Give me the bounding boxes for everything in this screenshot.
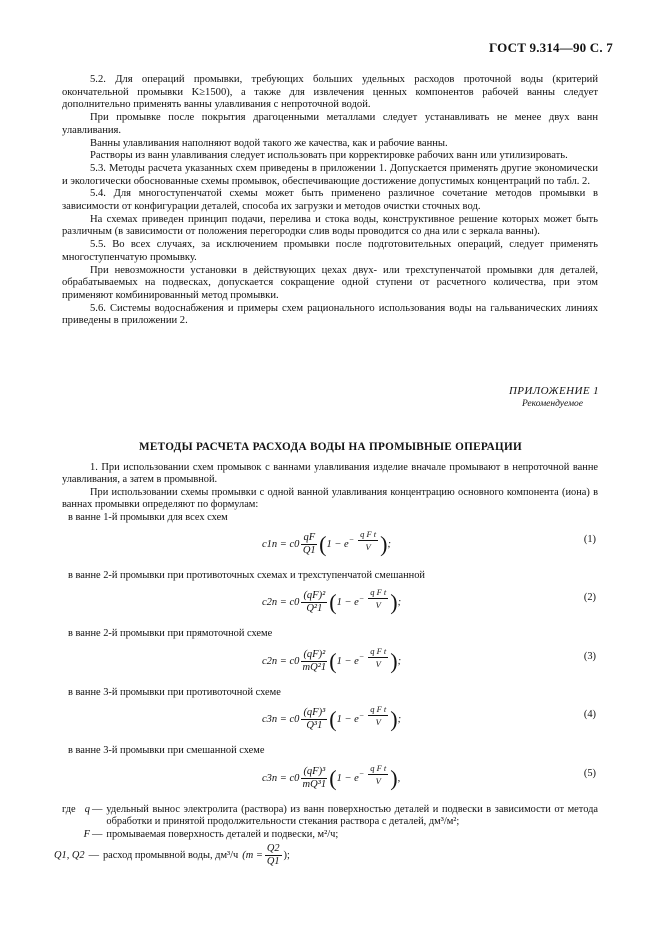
paragraph: При невозможности установки в действующих цехах двух- или трехступенчатой промывки для деталей, обрабатываемых на подвесках, допускается сокращение одной ступени от расчетного количества, при этом применяют комбинированный метод промывки. (62, 264, 598, 301)
exp-minus: − (358, 710, 365, 720)
definition-dash: — (92, 803, 103, 815)
definition-dash: — (88, 849, 99, 861)
formula-coefficient: c0 (289, 597, 300, 609)
fraction-denominator: Q1 (302, 544, 316, 556)
exponent-numerator: q F t (360, 529, 377, 540)
formula-tail: , (397, 772, 401, 784)
exp-minus: − (358, 769, 365, 778)
definition-dash: — (92, 828, 103, 840)
exponent-denominator: V (375, 658, 381, 669)
paren-open: ( (329, 706, 337, 732)
exponent-numerator: q F t (370, 587, 387, 598)
exp-minus: − (358, 593, 365, 603)
definition-q1-q2 (54, 843, 598, 868)
definition-symbol: Q1, Q2 (54, 849, 85, 861)
exponent-denominator: V (365, 542, 371, 553)
formula-tail: ; (397, 714, 402, 726)
formula-lead: в ванне 1-й промывки для всех схем (68, 511, 228, 523)
formula-coefficient: c0 (289, 772, 300, 784)
definition-text: удельный вынос электролита (раствора) из ванн поверхностью деталей и подвески в зависимости от метода обработки и принятой продолжительности стекания раствора с деталей, дм³/м²; (106, 803, 598, 828)
fraction-numerator: (qF)³ (303, 765, 326, 777)
formula (62, 528, 598, 564)
exponent-fraction (368, 645, 388, 670)
bracket-term: 1 − e (326, 538, 349, 550)
paragraph: 5.2. Для операций промывки, требующих больших удельных расходов проточной воды (критерий окончательной промывки K≥1500), а также для извлечения ценных компонентов рабочей ванны следует дополнительно применять ванны улавливания с непроточной водой. (62, 74, 598, 111)
bracket-term: 1 − e (336, 597, 359, 609)
ratio-fraction (265, 843, 282, 868)
formula-lhs: c3п (262, 772, 278, 784)
paren-close: ) (390, 648, 398, 674)
formula-fraction (301, 590, 327, 615)
formula (62, 586, 598, 622)
paragraph: 1. При использовании схем промывок с ваннами улавливания изделие вначале промывают в непроточной ванне улавливания, а затем в промывной. (62, 462, 598, 486)
formula-fraction (301, 766, 327, 791)
exp-minus: − (358, 652, 365, 662)
formula (62, 703, 598, 739)
paragraph: 5.3. Методы расчета указанных схем приведены в приложении 1. Допускается применять другие экономически и экологически обоснованные схемы промывок, обеспечивающие достижение допустимых концентраций по табл. 2. (62, 162, 598, 187)
exponent-numerator: q F t (370, 704, 387, 715)
formula-fraction (301, 707, 327, 732)
definition-f (62, 829, 598, 842)
paragraph: При использовании схемы промывки с одной ванной улавливания концентрацию основного компонента (иона) в ваннах промывки определяют по формулам: (62, 486, 598, 511)
paren-open: ( (329, 648, 337, 674)
section-5-text (62, 74, 598, 328)
formula-expression: c2п = c0 $\frac{\text{(qF)²}}{\text{mQ²1}}$ ($1 - e^{- \frac{\text{q F t}}{V}}$ ); (262, 645, 402, 674)
formula-list (62, 512, 598, 798)
paren-open: ( (329, 765, 337, 791)
formula-lhs: c1п (262, 538, 278, 550)
fraction-numerator: (qF)² (303, 590, 326, 602)
exponent-denominator: V (375, 717, 381, 728)
appendix-status: Рекомендуемое (521, 399, 583, 409)
paragraph: Ванны улавливания наполняют водой такого же качества, как и рабочие ванны. (90, 137, 448, 149)
formula-number: (1) (583, 534, 596, 546)
definitions-list (54, 803, 598, 869)
appendix-heading (509, 385, 599, 409)
exponent-fraction (368, 586, 388, 611)
formula-lead: в ванне 3-й промывки при противоточной схеме (68, 686, 281, 698)
formula-number: (4) (583, 709, 596, 721)
ratio-label: (m = (242, 849, 263, 861)
formula-expression: c3п = c0 $\frac{\text{(qF)³}}{\text{Q³1}}$ ($1 - e^{- \frac{\text{q F t}}{V}}$ ); (262, 704, 402, 732)
definition-text: промываемая поверхность деталей и подвески, м²/ч; (106, 828, 339, 840)
formula-lhs: c2п (262, 655, 278, 667)
formula-tail: ; (397, 655, 402, 667)
formula-tail: ; (387, 538, 391, 550)
fraction-numerator: (qF)² (303, 648, 326, 660)
formula (62, 762, 598, 798)
paren-open: ( (319, 531, 327, 557)
formula-lhs: c3п (262, 714, 278, 726)
formula-fraction (301, 532, 317, 557)
fraction-numerator: (qF)³ (303, 707, 326, 719)
formula-coefficient: c0 (289, 538, 300, 550)
paren-close: ) (390, 706, 398, 732)
formula-expression: c2п = c0 $\frac{\text{(qF)²}}{\text{Q²1}}$ ($1 - e^{- \frac{\text{q F t}}{V}}$ ); (262, 587, 402, 615)
exponent-fraction (358, 528, 378, 553)
fraction-denominator: Q³1 (306, 720, 323, 732)
paren-close: ) (390, 589, 398, 615)
paragraph: 5.4. Для многоступенчатой схемы может быть применено различное сочетание методов промывки в зависимости от конфигурации деталей, способа их загрузки и методов очистки сточных вод. (62, 188, 598, 213)
formula-expression: c1п = c0 $\frac{qF}{Q1}$ ($1 - e^{- \frac{\text{q F t}}{V}}$ ); (262, 529, 391, 557)
paragraph: При промывке после покрытия драгоценными металлами следует устанавливать не менее двух ванн улавливания. (62, 112, 598, 136)
bracket-term: 1 − e (336, 655, 359, 667)
paragraph: 5.5. Во всех случаях, за исключением промывки после подготовительных операций, следует применять многоступенчатую промывку. (62, 239, 598, 263)
running-header: ГОСТ 9.314—90 С. 7 (488, 40, 613, 55)
exponent-numerator: q F t (370, 645, 387, 656)
paren-open: ( (329, 589, 337, 615)
formula-fraction (301, 649, 327, 674)
formula-number: (3) (583, 650, 596, 662)
formula-lead: в ванне 3-й промывки при смешанной схеме (68, 745, 265, 757)
exponent-fraction (368, 703, 388, 728)
exponent-fraction (368, 762, 388, 787)
definition-q (62, 804, 598, 829)
formula-coefficient: c0 (289, 714, 300, 726)
fraction-denominator: Q²1 (306, 603, 323, 615)
fraction-denominator: mQ³1 (302, 778, 327, 790)
paren-close: ) (390, 765, 398, 791)
formula-lead: в ванне 2-й промывки при противоточных схемах и трехступенчатой смешанной (68, 570, 425, 582)
formula-expression: c3п = c0 $\frac{\text{(qF)³}}{\text{mQ³1}}$ ($1 - e^{- \frac{\text{q F t}}{V}}$ ), (262, 762, 401, 791)
formula-number: (5) (583, 767, 596, 779)
exponent-denominator: V (375, 775, 381, 786)
formula (62, 645, 598, 681)
paren-close: ) (380, 531, 388, 557)
paragraph: На схемах приведен принцип подачи, перелива и стока воды, конструктивное решение которых может быть различным (в зависимости от положения перегородки слив воды проводится со дна или с зеркала ванны). (62, 213, 598, 238)
definition-prefix: где (62, 803, 76, 815)
ratio-denominator: Q1 (266, 856, 280, 868)
appendix-text (54, 462, 598, 868)
section-title: МЕТОДЫ РАСЧЕТА РАСХОДА ВОДЫ НА ПРОМЫВНЫЕ ОПЕРАЦИИ (138, 441, 522, 453)
exponent-numerator: q F t (370, 762, 387, 773)
formula-lead: в ванне 2-й промывки при прямоточной схеме (68, 628, 273, 640)
ratio-numerator: Q2 (266, 843, 280, 855)
definition-symbol: F (83, 828, 90, 840)
definition-symbol: q (84, 803, 90, 815)
formula-number: (2) (583, 592, 596, 604)
appendix-label: ПРИЛОЖЕНИЕ 1 (508, 385, 599, 397)
definition-text: расход промывной воды, дм³/ч (102, 849, 239, 861)
bracket-term: 1 − e (336, 772, 359, 784)
exp-minus: − (348, 535, 355, 545)
ratio-tail: ); (283, 849, 290, 861)
bracket-term: 1 − e (336, 714, 359, 726)
paragraph: Растворы из ванн улавливания следует использовать при корректировке рабочих ванн или утилизировать. (90, 150, 568, 162)
formula-lhs: c2п (262, 597, 278, 609)
fraction-numerator: qF (303, 531, 316, 543)
formula-tail: ; (397, 597, 402, 609)
formula-coefficient: c0 (289, 655, 300, 667)
fraction-denominator: mQ²1 (302, 661, 327, 673)
paragraph: 5.6. Системы водоснабжения и примеры схем рационального использования воды на гальванических линиях приведены в приложении 2. (62, 302, 598, 327)
exponent-denominator: V (375, 600, 381, 611)
